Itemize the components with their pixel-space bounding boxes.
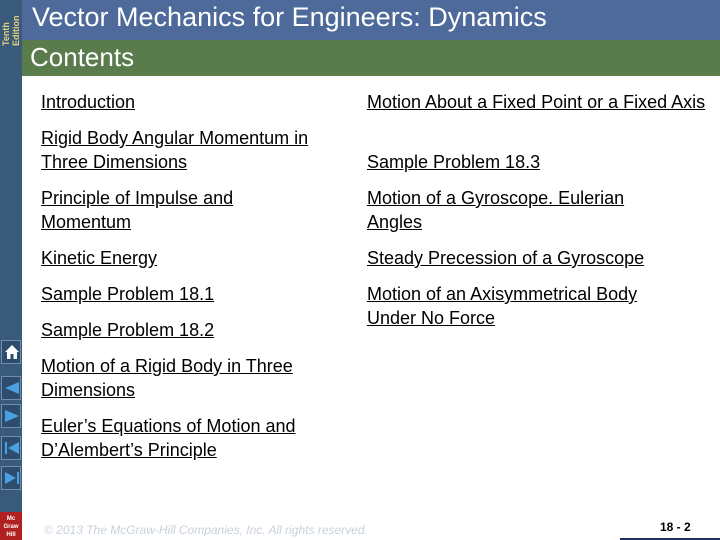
- first-button[interactable]: [1, 436, 21, 460]
- page-title: Vector Mechanics for Engineers: Dynamics: [32, 2, 547, 32]
- back-button[interactable]: [1, 376, 21, 400]
- back-icon: [4, 380, 20, 396]
- forward-icon: [4, 408, 20, 424]
- first-icon: [4, 440, 20, 456]
- copyright-notice: © 2013 The McGraw-Hill Companies, Inc. All rights reserved.: [44, 523, 368, 537]
- toc-link-sample-18-1[interactable]: Sample Problem 18.1: [41, 284, 215, 304]
- toc-link-euler-equations[interactable]: Euler’s Equations of Motion and D’Alembert’s Principle: [41, 416, 296, 460]
- toc-link-impulse-momentum[interactable]: Principle of Impulse and Momentum: [41, 188, 234, 232]
- toc-link-introduction[interactable]: Introduction: [41, 92, 136, 112]
- edition-label: Tenth Edition: [1, 15, 21, 46]
- home-icon: [4, 344, 20, 360]
- home-button[interactable]: [1, 340, 21, 364]
- mcgraw-hill-logo: Mc Graw Hill: [0, 512, 22, 540]
- toc-link-steady-precession[interactable]: Steady Precession of a Gyroscope: [367, 248, 645, 268]
- toc-link-kinetic-energy[interactable]: Kinetic Energy: [41, 248, 158, 268]
- toc-link-rigid-body-3d[interactable]: Motion of a Rigid Body in Three Dimensions: [41, 356, 293, 400]
- toc-link-fixed-point[interactable]: Motion About a Fixed Point or a Fixed Axis: [367, 92, 706, 112]
- last-button[interactable]: [1, 466, 21, 490]
- forward-button[interactable]: [1, 404, 21, 428]
- last-icon: [4, 470, 20, 486]
- toc-link-angular-momentum[interactable]: Rigid Body Angular Momentum in Three Dimensions: [41, 128, 309, 172]
- toc-link-sample-18-2[interactable]: Sample Problem 18.2: [41, 320, 215, 340]
- section-title: Contents: [30, 42, 135, 72]
- toc-link-axisymmetrical-body[interactable]: Motion of an Axisymmetrical Body Under No Force: [367, 284, 638, 328]
- page-number: 18 - 2: [660, 520, 691, 534]
- toc-link-sample-18-3[interactable]: Sample Problem 18.3: [367, 152, 541, 172]
- toc-link-gyroscope[interactable]: Motion of a Gyroscope. Eulerian Angles: [367, 188, 625, 232]
